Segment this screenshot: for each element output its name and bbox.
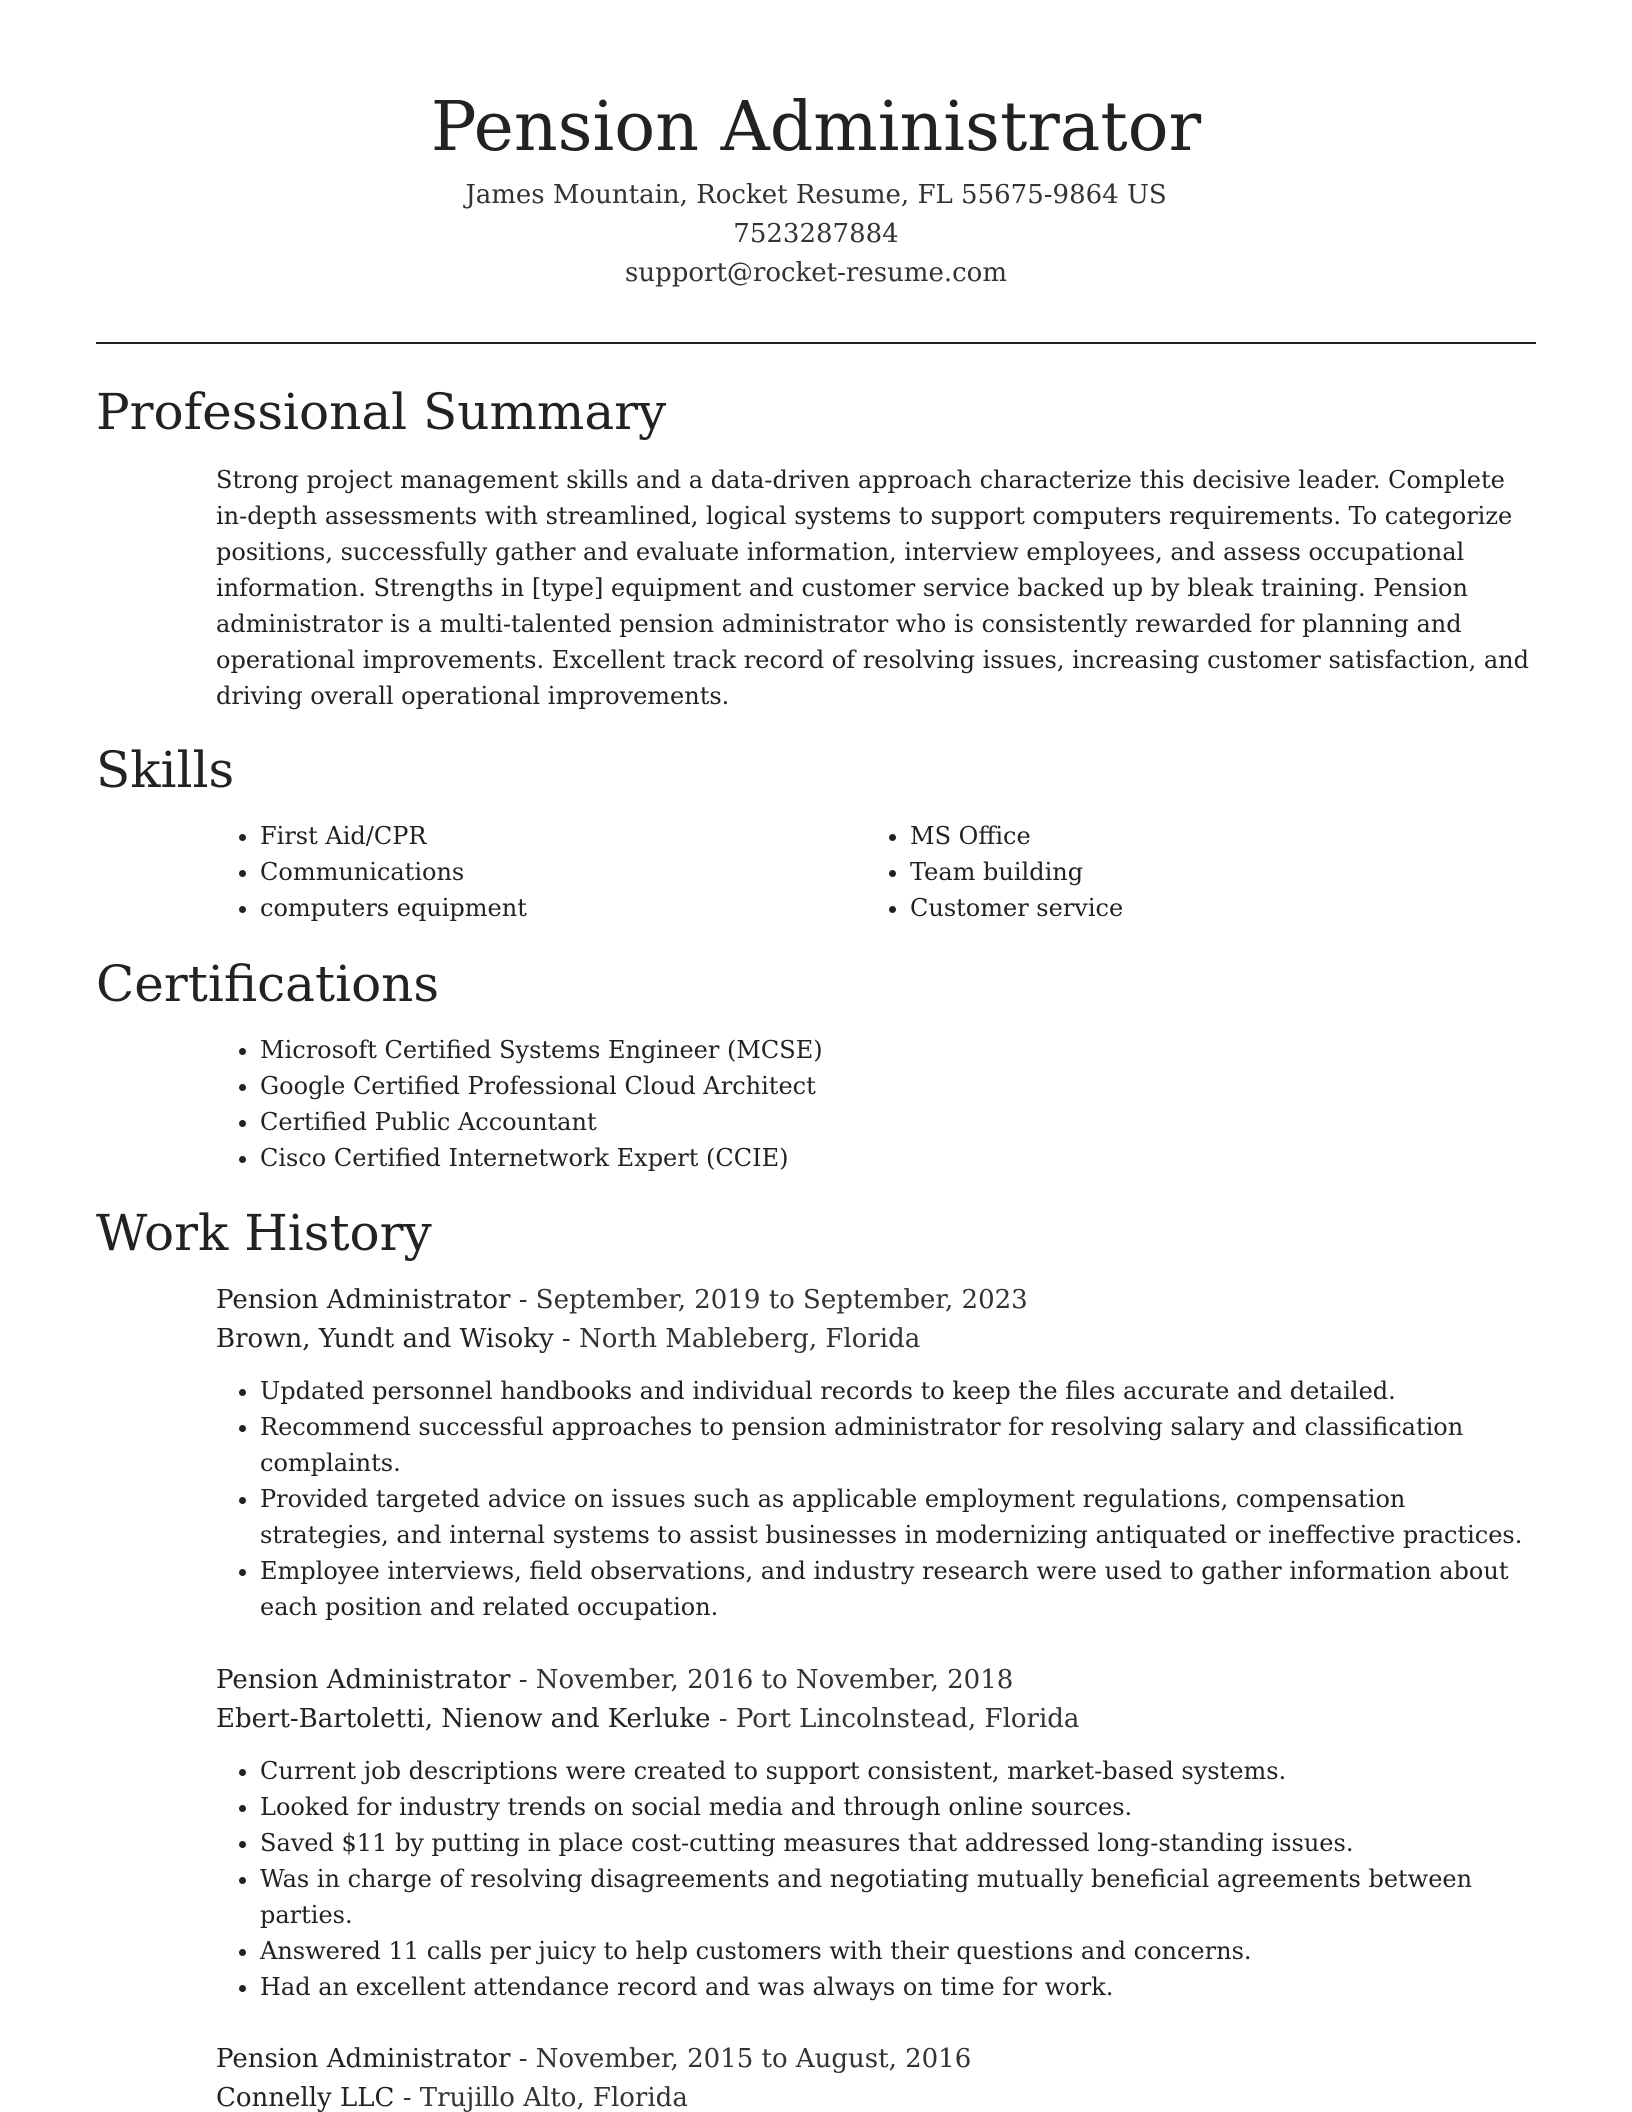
job-entry	[216, 1281, 1536, 1625]
contact-address: James Mountain, Rocket Resume, FL 55675-9864 US	[465, 180, 1167, 210]
job-bullet: • Recommend successful approaches to pension administrator for resolving salary and classification complaints.	[260, 1409, 1536, 1481]
skills-list-right	[866, 818, 1466, 926]
job-title: Pension Administrator	[216, 1665, 511, 1695]
skills-column-right	[866, 818, 1466, 926]
resume-title: Pension Administrator	[430, 88, 1202, 167]
job-title: Pension Administrator	[216, 1285, 511, 1315]
job-bullet: • Updated personnel handbooks and individual records to keep the files accurate and detailed.	[260, 1373, 1536, 1409]
job-company-line	[216, 1700, 1536, 1739]
work-history-heading: Work History	[96, 1204, 432, 1262]
certifications-block	[216, 1032, 1516, 1176]
job-title-line	[216, 1281, 1536, 1320]
skill-item: • computers equipment	[260, 890, 816, 926]
job-company-line	[216, 1320, 1536, 1359]
job-bullet: • Looked for industry trends on social media and through online sources.	[260, 1789, 1536, 1825]
summary-heading: Professional Summary	[96, 383, 667, 441]
job-bullet: • Current job descriptions were created to support consistent, market-based systems.	[260, 1753, 1536, 1789]
job-bullet: • Was in charge of resolving disagreements and negotiating mutually beneficial agreements between parties.	[260, 1861, 1536, 1933]
job-bullet: • Had an excellent attendance record and was always on time for work.	[260, 1969, 1536, 2005]
certification-item: • Cisco Certified Internetwork Expert (CCIE)	[260, 1140, 1516, 1176]
job-company-line	[216, 2079, 1536, 2112]
job-bullet: • Saved $11 by putting in place cost-cutting measures that addressed long-standing issues.	[260, 1825, 1536, 1861]
job-company: Brown, Yundt and Wisoky	[216, 1324, 554, 1354]
skills-list-left	[216, 818, 816, 926]
certification-item: • Certified Public Accountant	[260, 1104, 1516, 1140]
job-bullets	[216, 1753, 1536, 2005]
job-entry	[216, 2040, 1536, 2112]
job-dates: - September, 2019 to September, 2023	[510, 1285, 1028, 1315]
skills-heading: Skills	[96, 741, 235, 799]
job-bullets	[216, 1373, 1536, 1625]
contact-phone: 7523287884	[733, 219, 899, 249]
skill-item: • Customer service	[910, 890, 1466, 926]
job-entry	[216, 1661, 1536, 2005]
job-company: Connelly LLC	[216, 2083, 395, 2112]
job-title-line	[216, 1661, 1536, 1700]
job-dates: - November, 2015 to August, 2016	[510, 2044, 972, 2074]
summary-text: Strong project management skills and a data-driven approach characterize this decisive leader. Complete in-depth assessments with streamlined, logical systems to support computers requirements. To categorize positions, successfully gather and evaluate information, interview employees, and assess occupational information. Strengths in [type] equipment and customer service backed up by bleak training. Pension administrator is a multi-talented pension administrator who is consistently rewarded for planning and operational improvements. Excellent track record of resolving issues, increasing customer satisfaction, and driving overall operational improvements.	[216, 466, 1529, 710]
contact-email: support@rocket-resume.com	[624, 258, 1007, 288]
skill-item: • Team building	[910, 854, 1466, 890]
job-title-line	[216, 2040, 1536, 2079]
skill-item: • Communications	[260, 854, 816, 890]
skill-item: • MS Office	[910, 818, 1466, 854]
resume-header	[96, 80, 1536, 293]
job-location: - Trujillo Alto, Florida	[394, 2083, 688, 2112]
job-dates: - November, 2016 to November, 2018	[510, 1665, 1014, 1695]
job-title: Pension Administrator	[216, 2044, 511, 2074]
skills-column-left	[216, 818, 816, 926]
certification-item: • Google Certified Professional Cloud Architect	[260, 1068, 1516, 1104]
job-bullet: • Employee interviews, field observations, and industry research were used to gather information about each position and related occupation.	[260, 1553, 1536, 1625]
job-company: Ebert-Bartoletti, Nienow and Kerluke	[216, 1704, 711, 1734]
job-bullet: • Answered 11 calls per juicy to help customers with their questions and concerns.	[260, 1933, 1536, 1969]
certifications-list	[216, 1032, 1516, 1176]
header-divider	[96, 342, 1536, 344]
job-bullet: • Provided targeted advice on issues such as applicable employment regulations, compensation strategies, and internal systems to assist businesses in modernizing antiquated or ineffective practices.	[260, 1481, 1536, 1553]
certifications-heading: Certifications	[96, 955, 440, 1013]
skill-item: • First Aid/CPR	[260, 818, 816, 854]
certification-item: • Microsoft Certified Systems Engineer (MCSE)	[260, 1032, 1516, 1068]
job-location: - Port Lincolnstead, Florida	[710, 1704, 1080, 1734]
job-location: - North Mableberg, Florida	[553, 1324, 921, 1354]
